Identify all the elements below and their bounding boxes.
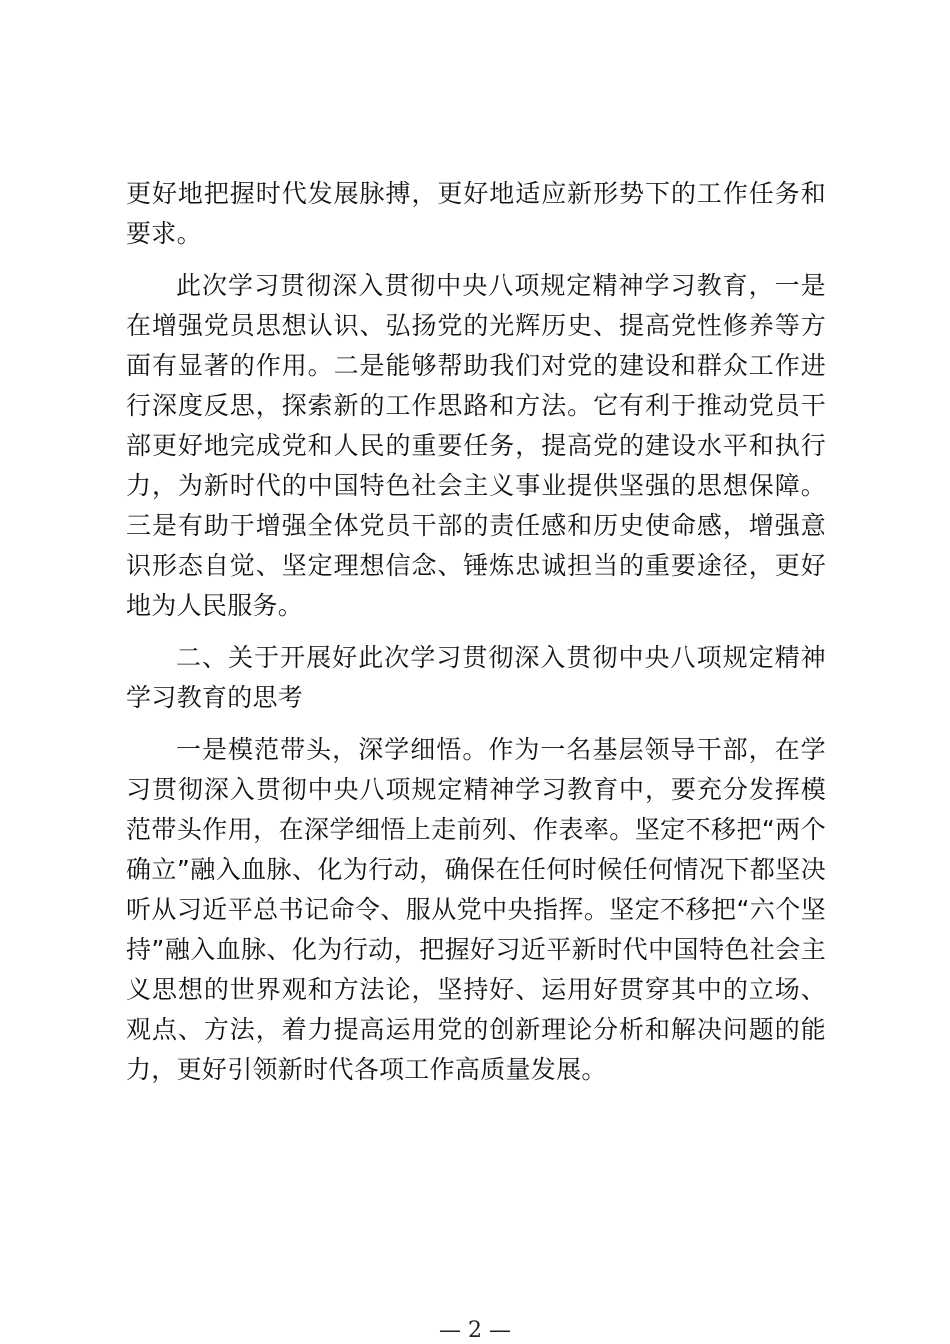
paragraph-study-significance: 此次学习贯彻深入贯彻中央八项规定精神学习教育，一是在增强党员思想认识、弘扬党的光辉历史、提高党性修养等方面有显著的作用。二是能够帮助我们对党的建设和群众工作进行深度反思，探索新的工作思路和方法。它有利于推动党员干部更好地完成党和人民的重要任务，提高党的建设水平和执行力，为新时代的中国特色社会主义事业提供坚强的思想保障。三是有助于增强全体党员干部的责任感和历史使命感，增强意识形态自觉、坚定理想信念、锤炼忠诚担当的重要途径，更好地为人民服务。	[126, 271, 826, 620]
page-number: — 2 —	[439, 1318, 511, 1343]
document-body	[126, 174, 826, 1090]
paragraph-lead-by-example: 一是模范带头，深学细悟。作为一名基层领导干部，在学习贯彻深入贯彻中央八项规定精神学习教育中，要充分发挥模范带头作用，在深学细悟上走前列、作表率。坚定不移把“两个确立”融入血脉、化为行动，确保在任何时候任何情况下都坚决听从习近平总书记命令、服从党中央指挥。坚定不移把“六个坚持”融入血脉、化为行动，把握好习近平新时代中国特色社会主义思想的世界观和方法论，坚持好、运用好贯穿其中的立场、观点、方法，着力提高运用党的创新理论分析和解决问题的能力，更好引领新时代各项工作高质量发展。	[126, 735, 826, 1084]
section-heading: 二、关于开展好此次学习贯彻深入贯彻中央八项规定精神学习教育的思考	[126, 643, 826, 712]
paragraph-continuation: 更好地把握时代发展脉搏，更好地适应新形势下的工作任务和要求。	[126, 179, 826, 248]
